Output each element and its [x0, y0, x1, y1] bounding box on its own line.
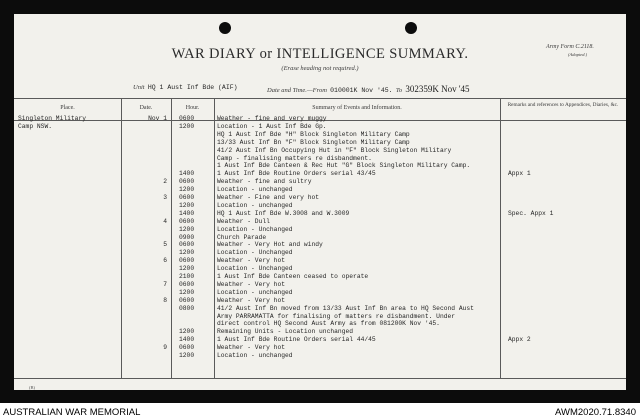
entry-summary: Church Parade	[217, 233, 267, 241]
army-form-number	[546, 44, 594, 58]
entry-remarks: Appx 2	[508, 336, 531, 344]
entry-hour: 2100	[179, 273, 195, 280]
column-rule	[500, 98, 501, 378]
date-time-line	[267, 84, 469, 94]
entry-hour: 1400	[179, 336, 195, 344]
entry-summary: Location - unchanged	[217, 186, 293, 194]
entry-hour: 0600	[179, 115, 195, 122]
entry-summary: Location - unchanged	[217, 201, 293, 209]
entry-hour: 1200	[179, 225, 195, 233]
entry-summary: Location - Unchanged	[217, 249, 293, 257]
archive-caption: AUSTRALIAN WAR MEMORIAL	[3, 407, 141, 418]
entry-hour: 1200	[179, 328, 195, 336]
entry-summary: 13/33 Aust Inf Bn "F" Block Singleton Military Camp	[217, 138, 410, 146]
entry-date: 9	[163, 344, 167, 352]
entry-summary: Weather - Very hot	[217, 257, 286, 265]
entry-hour: 1200	[179, 265, 195, 273]
entry-date: 3	[163, 194, 167, 201]
entry-summary: Weather - Very Hot and windy	[217, 241, 323, 249]
archive-reference: AWM2020.71.8340	[555, 407, 636, 418]
entry-summary: Weather - Fine and very hot	[217, 194, 320, 201]
col-header-remarks: Remarks and references to Appendices, Diaries, &c.	[507, 102, 619, 108]
army-form-note: (Adapted.)	[568, 52, 588, 57]
entry-hour: 0600	[179, 241, 195, 249]
entry-summary: HQ 1 Aust Inf Bde W.3008 and W.3009	[217, 209, 350, 217]
entry-summary: 1 Aust Inf Bde Canteen ceased to operate	[217, 273, 369, 280]
entry-hour: 0600	[179, 296, 195, 304]
column-rule	[171, 98, 172, 378]
entry-summary: Weather - fine and very muggy	[217, 115, 327, 122]
to-value: 302359K Nov '45	[405, 84, 470, 94]
entry-summary: 1 Aust Inf Bde Routine Orders serial 43/45	[217, 170, 376, 178]
to-label: To	[395, 87, 403, 94]
entry-date: 2	[163, 178, 167, 186]
col-header-place: Place.	[60, 105, 75, 111]
entry-summary: Location - 1 Aust Inf Bde Gp.	[217, 122, 327, 130]
entry-summary: Army PARRAMATTA for finalising of matters re disbandment. Under	[217, 312, 456, 320]
entry-hour: 0600	[179, 257, 195, 265]
unit-value: HQ 1 Aust Inf Bde (AIF)	[147, 84, 238, 91]
entry-hour: 0800	[179, 304, 195, 312]
entry-summary: Location - unchanged	[217, 352, 293, 359]
table-bottom-rule	[14, 378, 626, 379]
col-header-summary: Summary of Events and Information.	[312, 105, 402, 111]
entry-date: 4	[163, 217, 167, 225]
entry-hour: 1400	[179, 170, 195, 178]
entry-summary: Remaining Units - Location unchanged	[217, 328, 354, 336]
sheet-mark: (B)	[29, 385, 35, 390]
unit-line	[133, 84, 238, 91]
entry-summary: 1 Aust Inf Bde Canteen & Rec Hut "G" Block Singleton Military Camp.	[217, 162, 471, 170]
entry-summary: 1 Aust Inf Bde Routine Orders serial 44/45	[217, 336, 376, 344]
entry-date: 7	[163, 280, 167, 288]
entry-place: Camp NSW.	[18, 122, 53, 130]
entry-date: 6	[163, 257, 167, 265]
col-header-date: Date.	[139, 105, 153, 111]
entry-hour: 1200	[179, 249, 195, 257]
entry-summary: Weather - Dull	[217, 217, 270, 225]
entry-hour: 0900	[179, 233, 195, 241]
entry-hour: 1200	[179, 352, 195, 359]
punch-hole-right	[405, 22, 417, 34]
entry-hour: 0600	[179, 194, 195, 201]
from-value: 010001K Nov '45.	[330, 87, 393, 94]
page-subtitle: (Erase heading not required.)	[281, 65, 359, 72]
unit-label: Unit	[133, 84, 145, 91]
entry-date: Nov 1	[148, 115, 167, 122]
entry-summary: Location - Unchanged	[217, 265, 293, 273]
column-rule	[121, 98, 122, 378]
date-time-label: Date and Time.—From	[267, 87, 327, 94]
entry-hour: 0600	[179, 178, 195, 186]
entry-remarks: Spec. Appx 1	[508, 209, 554, 217]
entry-hour: 1400	[179, 209, 195, 217]
entry-summary: Location - unchanged	[217, 288, 293, 296]
entry-summary: Location - Unchanged	[217, 225, 293, 233]
entry-hour: 1200	[179, 122, 195, 130]
entry-hour: 1200	[179, 288, 195, 296]
entry-summary: Camp - finalising matters re disbandment.	[217, 154, 372, 162]
entry-summary: Weather - Very hot	[217, 296, 286, 304]
entry-summary: Weather - Very hot	[217, 344, 286, 352]
war-diary-sheet	[14, 14, 626, 390]
army-form-label: Army Form C.2118.	[546, 44, 594, 50]
entry-remarks: Appx 1	[508, 170, 531, 178]
entry-summary: HQ 1 Aust Inf Bde "H" Block Singleton Military Camp	[217, 130, 410, 138]
entry-summary: 41/2 Aust Inf Bn moved from 13/33 Aust Inf Bn area to HQ Second Aust	[217, 304, 474, 312]
entry-hour: 0600	[179, 217, 195, 225]
entry-place: Singleton Military	[18, 115, 87, 122]
entry-summary: 41/2 Aust Inf Bn Occupying Hut in "F" Block Singleton Military	[217, 146, 452, 154]
entry-hour: 1200	[179, 186, 195, 194]
entry-date: 8	[163, 296, 167, 304]
page-title: WAR DIARY or INTELLIGENCE SUMMARY.	[171, 46, 469, 62]
table-top-rule	[14, 98, 626, 99]
entry-summary: Weather - fine and sultry	[217, 178, 312, 186]
entry-summary: Weather - Very hot	[217, 280, 286, 288]
punch-hole-left	[219, 22, 231, 34]
entry-hour: 0600	[179, 344, 195, 352]
entry-date: 5	[163, 241, 167, 249]
column-rule	[214, 98, 215, 378]
entry-hour: 1200	[179, 201, 195, 209]
col-header-hour: Hour.	[185, 105, 200, 111]
entry-summary: direct control HQ Second Aust Army as from 081200K Nov '45.	[217, 320, 440, 328]
entry-hour: 0600	[179, 280, 195, 288]
